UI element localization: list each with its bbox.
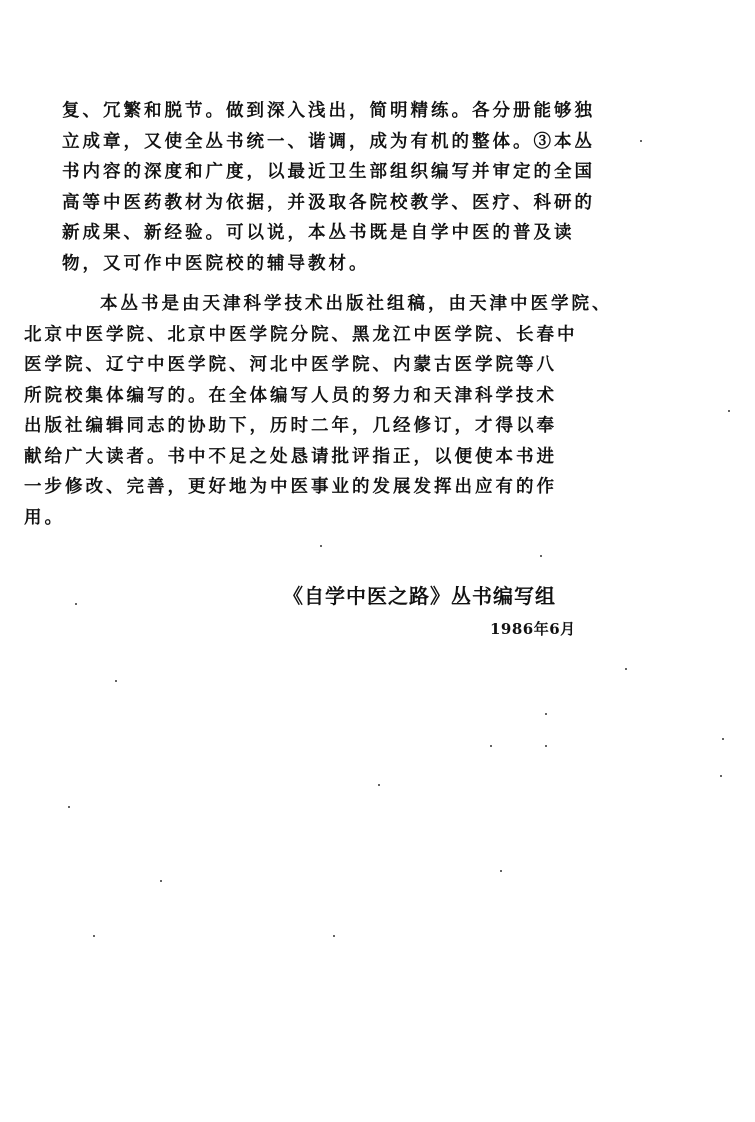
scan-speck	[540, 555, 542, 557]
scan-speck	[93, 935, 95, 937]
text-line: 所院校集体编写的。在全体编写人员的努力和天津科学技术	[24, 385, 557, 406]
paragraph-2	[24, 289, 642, 533]
signature: 《自学中医之路》丛书编写组	[283, 584, 556, 608]
scan-speck	[68, 806, 70, 808]
scan-speck	[720, 775, 722, 777]
date: 1986年6月	[490, 620, 576, 638]
scan-speck	[545, 745, 547, 747]
text-line: 出版社编辑同志的协助下，历时二年，几经修订，才得以奉	[24, 416, 557, 436]
scan-speck	[378, 784, 380, 786]
scan-speck	[640, 140, 642, 142]
text-line: 立成章，又使全丛书统一、谐调，成为有机的整体。③本丛	[62, 131, 595, 152]
scan-speck	[490, 745, 492, 747]
scan-speck	[728, 410, 730, 412]
scan-speck	[75, 603, 77, 605]
scan-speck	[115, 680, 117, 682]
text-line: 物，又可作中医院校的辅导教材。	[62, 253, 370, 274]
text-line: 复、冗繁和脱节。做到深入浅出，简明精练。各分册能够独	[62, 101, 595, 121]
scan-speck	[722, 738, 724, 740]
text-line: 书内容的深度和广度，以最近卫生部组织编写并审定的全国	[62, 162, 595, 182]
scan-speck	[625, 668, 627, 670]
text-line: 医学院、辽宁中医学院、河北中医学院、内蒙古医学院等八	[24, 355, 557, 375]
text-line: 北京中医学院、北京中医学院分院、黑龙江中医学院、长春中	[24, 324, 578, 345]
scan-speck	[333, 935, 335, 937]
text-line: 新成果、新经验。可以说，本丛书既是自学中医的普及读	[62, 223, 575, 243]
scan-speck	[160, 880, 162, 882]
text-line: 献给广大读者。书中不足之处恳请批评指正，以便使本书进	[24, 446, 557, 467]
text-line: 本丛书是由天津科学技术出版社组稿，由天津中医学院、	[100, 294, 613, 314]
text-line: 一步修改、完善，更好地为中医事业的发展发挥出应有的作	[24, 477, 557, 497]
text-line: 高等中医药教材为依据，并汲取各院校教学、医疗、科研的	[62, 192, 595, 213]
paragraph-1	[62, 96, 642, 279]
text-line: 用。	[24, 507, 65, 528]
scan-speck	[545, 713, 547, 715]
scan-speck	[500, 870, 502, 872]
scan-speck	[320, 545, 322, 547]
